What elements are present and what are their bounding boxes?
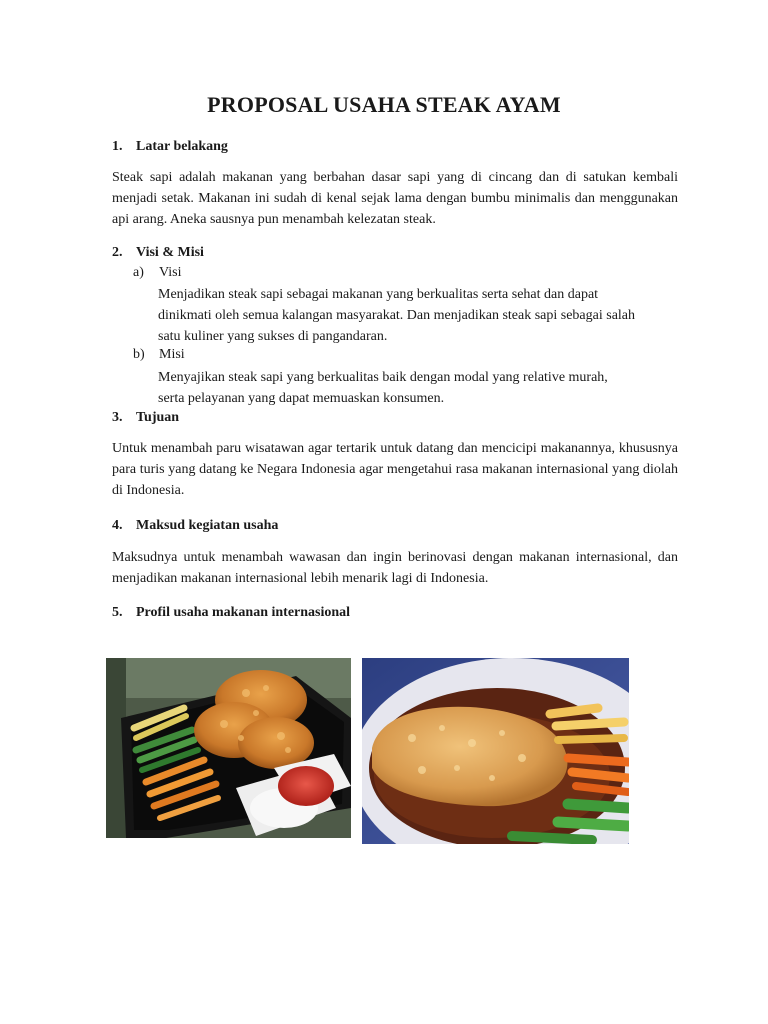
section-heading-latar-belakang xyxy=(112,139,228,155)
fried-chicken-platter-photo xyxy=(106,658,351,838)
page-title: PROPOSAL USAHA STEAK AYAM xyxy=(207,92,561,117)
section-number: 1. xyxy=(112,139,123,154)
section-title: Tujuan xyxy=(136,410,180,425)
subitem-letter: b) xyxy=(133,347,145,362)
section-body-latar-belakang: Steak sapi adalah makanan yang berbahan dasar sapi yang di cincang dan di satukan kembali menjadi setak. Makanan ini sudah di kenal sejak lama dengan bumbu minimalis dan menggunakan api arang. Aneka sausnya pun menambah kelezatan steak. xyxy=(112,170,678,227)
subitem-label-visi xyxy=(133,265,182,281)
section-heading-visi-misi xyxy=(112,245,204,261)
subitem-title: Visi xyxy=(159,265,182,280)
section-title: Latar belakang xyxy=(136,139,228,154)
text-line: satu kuliner yang sukses di pangandaran. xyxy=(158,329,388,344)
section-number: 2. xyxy=(112,245,123,260)
text-line: Menyajikan steak sapi yang berkualitas baik dengan modal yang relative murah, xyxy=(158,370,608,385)
text-line: serta pelayanan yang dapat memuaskan konsumen. xyxy=(158,391,445,406)
subitem-text-misi xyxy=(158,367,678,409)
subitem-letter: a) xyxy=(133,265,144,280)
section-number: 5. xyxy=(112,605,123,620)
subitem-title: Misi xyxy=(159,347,185,362)
subitem-text-visi xyxy=(158,284,678,347)
section-heading-maksud xyxy=(112,518,278,534)
text-line: dinikmati oleh semua kalangan masyarakat. Dan menjadikan steak sapi sebagai salah xyxy=(158,308,636,323)
section-number: 3. xyxy=(112,410,123,425)
section-heading-tujuan xyxy=(112,410,179,426)
subitem-label-misi xyxy=(133,347,185,363)
text-line: Menjadikan steak sapi sebagai makanan yang berkualitas serta sehat dan dapat xyxy=(158,287,599,302)
section-title: Visi & Misi xyxy=(136,245,204,260)
section-title: Profil usaha makanan internasional xyxy=(136,605,351,620)
section-heading-profil xyxy=(112,605,350,621)
section-body-maksud: Maksudnya untuk menambah wawasan dan ingin berinovasi dengan makanan internasional, dan menjadikan makanan internasional lebih menarik lagi di Indonesia. xyxy=(112,550,678,586)
chicken-steak-plate-photo xyxy=(362,658,629,844)
section-number: 4. xyxy=(112,518,123,533)
section-body-tujuan: Untuk menambah paru wisatawan agar tertarik untuk datang dan mencicipi makanannya, khususnya para turis yang datang ke Negara Indonesia agar mengetahui rasa makanan internasional yang diolah di Indonesia. xyxy=(112,441,678,498)
section-title: Maksud kegiatan usaha xyxy=(136,518,279,533)
